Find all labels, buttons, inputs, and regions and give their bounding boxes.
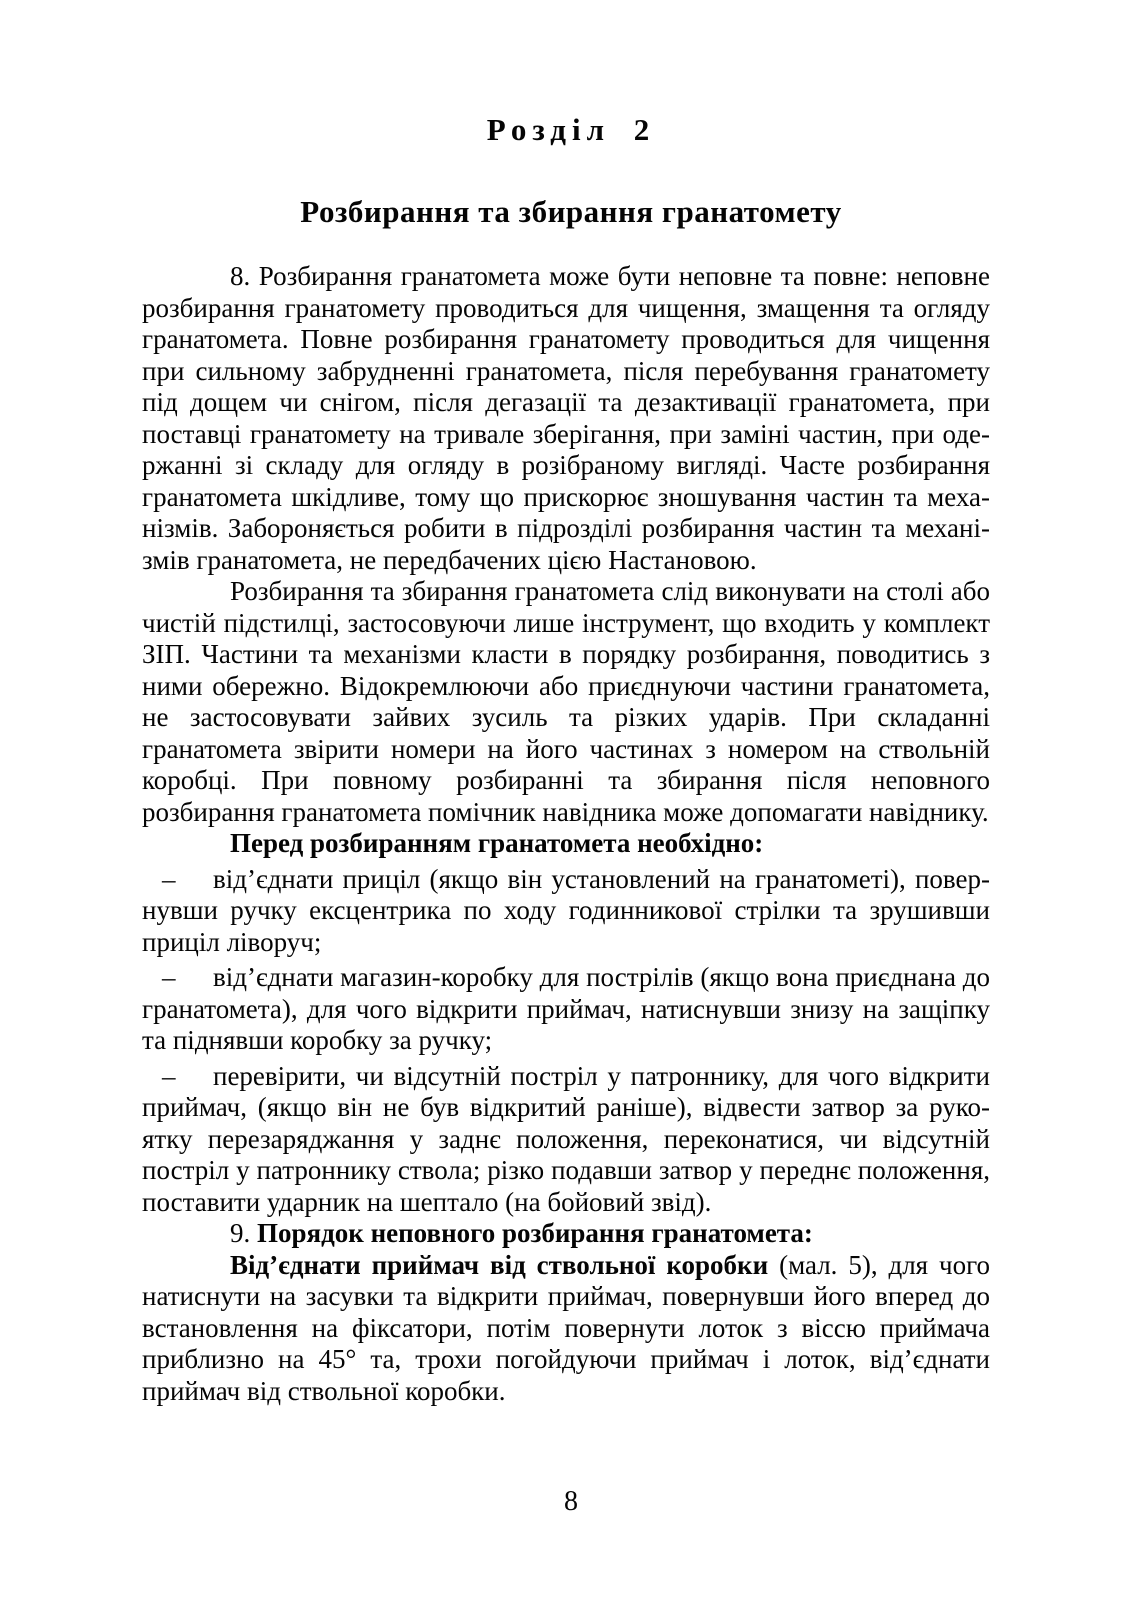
body-text xyxy=(142,261,990,1407)
list-item xyxy=(142,962,990,1057)
chapter-heading: Розділ 2 xyxy=(486,112,656,147)
step-lead-bold: Від’єднати приймач від ствольної коробки xyxy=(230,1249,769,1280)
page-number: 8 xyxy=(564,1486,578,1517)
bullet-dash: – xyxy=(162,1060,176,1091)
paragraph-8: 8. Розбирання гранатомета може бути неповне та повне: неповне розбирання гранатомету проводиться для чищення, змащення та огляду гранатомета. Повне розбирання гранатомету проводиться для чищення при сильному забрудненні гранатомета, після перебування гранатомету під дощем чи снігом, після дегазації та дезактивації гранатомета, при поставці гранатомету на тривале зберігання, при заміні частин, при одержанні зі складу для огляду в розібраному вигляді. Часте розбирання гранатомета шкідливе, тому що прискорює зношування частин та механізмів. Забороняється робити в підрозділі розбирання частин та механізмів гранатомета, не передбачених цією Настановою. xyxy=(142,261,990,575)
list-item-text: від’єднати приціл (якщо він установлений на гранатометі), повернувши ручку ексцентрика по ходу годинникової стрілки та зрушивши приціл ліворуч; xyxy=(142,863,990,957)
section-9-number: 9. xyxy=(230,1218,257,1248)
step-rest: (мал. 5), для чого натиснути на засувки та відкрити приймач, повернувши його вперед до встановлення на фіксатори, потім повернути лоток з віссю приймача приблизно на 45° та, трохи погойдуючи приймач і лоток, від’єднати приймач від ствольної коробки. xyxy=(142,1249,990,1406)
list-item-text: перевірити, чи відсутній постріл у патроннику, для чого відкрити приймач, (якщо він не був відкритий раніше), відвести затвор за рукоятку перезаряджання у заднє положення, переконатися, чи відсутній постріл у патроннику ствола; різко подавши затвор у переднє положення, поставити ударник на шептало (на бойовий звід). xyxy=(142,1060,990,1217)
section-9-heading xyxy=(142,1218,990,1250)
page-title: Розбирання та збирання гранатомету xyxy=(300,194,842,229)
before-disassembly-heading: Перед розбиранням гранатомета необхідно: xyxy=(230,828,764,858)
bullet-dash: – xyxy=(162,863,176,894)
paragraph-assembly-rules: Розбирання та збирання гранатомета слід виконувати на столі або чистій підстилці, застосовуючи лише інструмент, що входить у комплект ЗІП. Частини та механізми класти в порядку розбирання, поводитись з ними обережно. Відокремлюючи або приєднуючи частини гранатомета, не застосовувати зайвих зусиль та різких ударів. При складанні гранатомета звірити номери на його частинах з номером на ствольній коробці. При повному розбиранні та збирання після неповного розбирання гранатомета помічник навідника може допомагати навіднику. xyxy=(142,576,990,827)
list-item xyxy=(142,1061,990,1219)
list-item xyxy=(142,864,990,959)
bullet-dash: – xyxy=(162,962,176,992)
section-9-title: Порядок неповного розбирання гранатомета: xyxy=(257,1218,813,1248)
section-9-step xyxy=(142,1250,990,1408)
list-item-text: від’єднати магазин-коробку для пострілів (якщо вона приєднана до гранатомета), для чого відкрити приймач, натиснувши знизу на защіпку та піднявши коробку за ручку; xyxy=(142,962,990,1055)
